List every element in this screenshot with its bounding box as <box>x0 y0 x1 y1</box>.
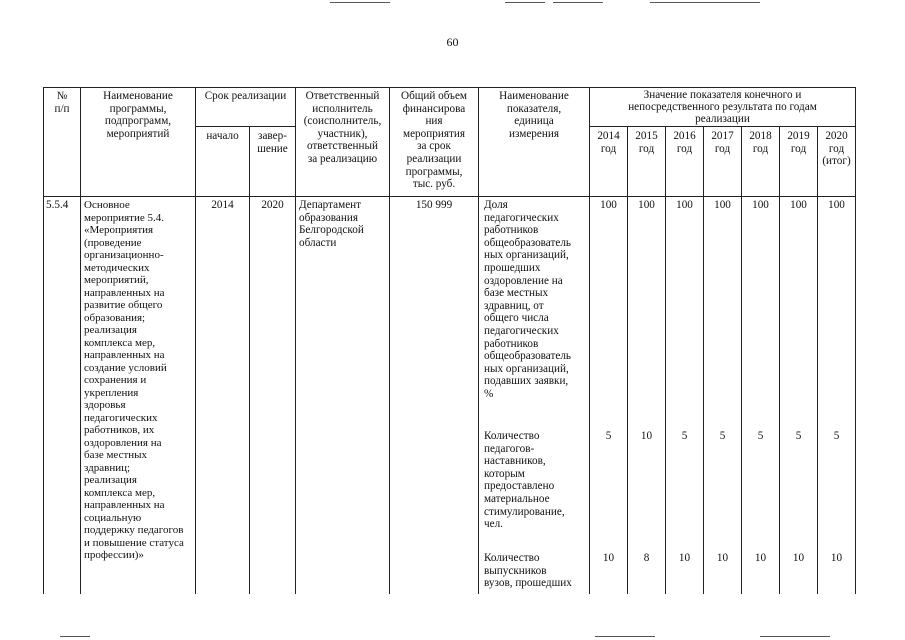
indicator-value: 10 <box>792 552 805 564</box>
header-year: 2020 год (итог) <box>822 130 851 168</box>
indicator-value: 100 <box>676 199 693 211</box>
header-year: 2017 год <box>711 130 734 155</box>
indicator-value: 8 <box>643 552 650 564</box>
indicator-value: 5 <box>681 430 688 442</box>
row-responsible: Департамент образования Белгородской области <box>299 199 364 249</box>
header-year: 2019 год <box>787 130 810 155</box>
indicator-name: Доля педагогических работников общеобразователь ных организаций, прошедших оздоровление на базе местных здравниц, от общего числа педагогических работников общеобразователь ных организаций, подавших заявки, % <box>484 199 572 400</box>
indicator-value: 100 <box>714 199 731 211</box>
header-term-end: завер- шение <box>257 130 288 155</box>
table-border <box>43 87 44 594</box>
header-year: 2016 год <box>673 130 696 155</box>
row-funding: 150 999 <box>415 199 453 211</box>
scan-line <box>505 2 545 3</box>
scan-line <box>330 2 390 3</box>
page-number: 60 <box>446 35 459 49</box>
indicator-value: 100 <box>600 199 617 211</box>
header-indicator: Наименование показателя, единица измерения <box>499 90 569 140</box>
indicator-value: 10 <box>830 552 843 564</box>
header-responsible: Ответственный исполнитель (соисполнитель, участник), ответственный за реализацию <box>303 90 382 165</box>
indicator-name: Количество педагогов- наставников, которым предоставлено материальное стимулирование, чел. <box>484 430 565 531</box>
table-border <box>589 126 855 127</box>
header-num: № п/п <box>54 90 70 115</box>
scan-line <box>595 636 655 637</box>
header-term: Срок реализации <box>204 90 287 102</box>
table-border <box>855 87 856 594</box>
table-border <box>43 87 855 88</box>
indicator-value: 10 <box>716 552 729 564</box>
scan-line <box>760 636 830 637</box>
indicator-value: 5 <box>719 430 726 442</box>
header-year: 2015 год <box>635 130 658 155</box>
indicator-value: 5 <box>605 430 612 442</box>
header-term-start: начало <box>206 130 239 142</box>
indicator-value: 10 <box>754 552 767 564</box>
scan-line <box>553 2 603 3</box>
header-year: 2018 год <box>749 130 772 155</box>
scan-line <box>650 2 760 3</box>
table-border <box>43 196 855 197</box>
table-border <box>589 87 590 594</box>
header-year: 2014 год <box>597 130 620 155</box>
row-end: 2020 <box>261 199 284 211</box>
table-border <box>195 126 295 127</box>
indicator-value: 5 <box>833 430 840 442</box>
indicator-value: 100 <box>828 199 845 211</box>
scan-line <box>60 636 90 637</box>
header-values-title: Значение показателя конечного и непосредственного результата по годам реализации <box>628 89 817 125</box>
table-border <box>478 87 479 594</box>
indicator-value: 100 <box>638 199 655 211</box>
indicator-value: 100 <box>790 199 807 211</box>
indicator-name: Количество выпускников вузов, прошедших <box>484 552 572 590</box>
row-start: 2014 <box>211 199 234 211</box>
indicator-value: 100 <box>752 199 769 211</box>
indicator-value: 5 <box>757 430 764 442</box>
indicator-value: 10 <box>678 552 691 564</box>
header-name: Наименование программы, подпрограмм, мероприятий <box>103 90 173 140</box>
row-name: Основное мероприятие 5.4. «Мероприятия (проведение организационно- методических мероприятий, направленных на развитие общего образования; реализация комплекса мер, направленных на создание условий сохранения и укрепления здоровья педагогических работников, их оздоровления на базе местных здравниц; реализация комплекса мер, направленных на социальную поддержку педагогов и повышение статуса профессии)» <box>84 199 184 561</box>
indicator-value: 5 <box>795 430 802 442</box>
indicator-value: 10 <box>602 552 615 564</box>
table-border <box>80 87 81 594</box>
indicator-value: 10 <box>640 430 653 442</box>
header-funding: Общий объем финансирова ния мероприятия за срок реализации программы, тыс. руб. <box>401 90 467 191</box>
row-num: 5.5.4 <box>46 199 69 211</box>
